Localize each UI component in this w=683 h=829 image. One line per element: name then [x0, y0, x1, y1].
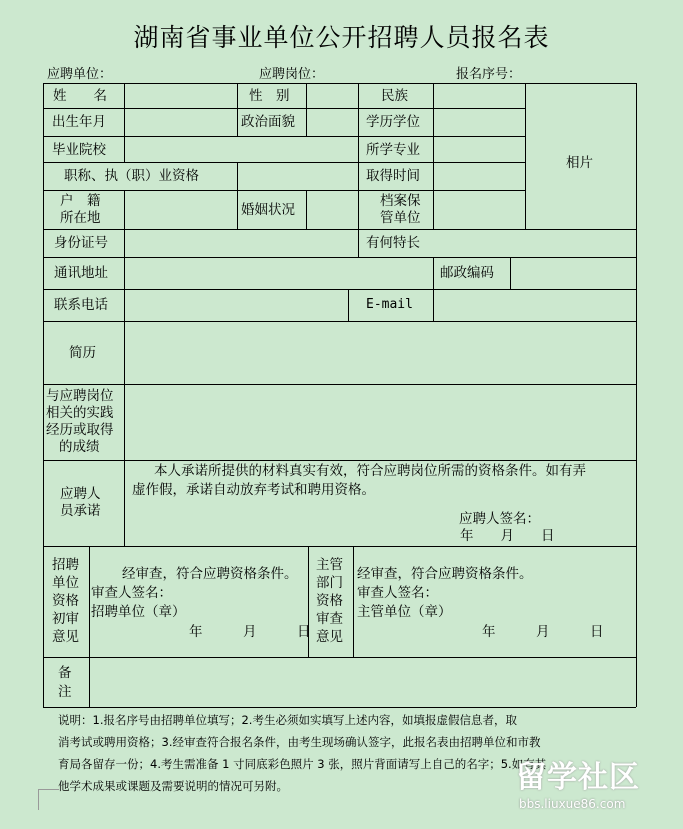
birth-label: 出生年月 [52, 114, 106, 130]
phone-label: 联系电话 [54, 297, 108, 313]
review-right-line2: 审查人签名： [357, 585, 438, 601]
promise-label-2: 员承诺 [60, 503, 101, 519]
review-right-line3: 主管单位（章） [357, 604, 452, 620]
promise-text-line1: 本人承诺所提供的材料真实有效，符合应聘岗位所需的资格条件。如有弄 [154, 463, 586, 479]
experience-label-1: 与应聘岗位 [46, 388, 114, 404]
unit-label: 应聘单位： [47, 67, 113, 82]
name-label: 姓 名 [53, 88, 107, 104]
review-right-label-2: 部门 [316, 575, 343, 591]
address-label: 通讯地址 [54, 265, 108, 281]
note-line2: 消考试或聘用资格；3.经审查符合报名条件，由考生现场确认签字，此报名表由招聘单位和市教 [58, 735, 541, 749]
review-left-label-4: 初审 [52, 611, 79, 627]
experience-label-2: 相关的实践 [46, 405, 114, 421]
archive-label-1: 档案保 [380, 193, 421, 209]
watermark-url: bbs.liuxue86.com [519, 797, 626, 811]
hukou-label-1: 户 籍 [60, 193, 101, 209]
photo-label: 相片 [566, 155, 593, 171]
review-left-label-3: 资格 [52, 593, 79, 609]
note-line1: 说明：1.报名序号由招聘单位填写；2.考生必须如实填写上述内容，如填报虚假信息者，取 [58, 713, 517, 727]
specialty-label: 有何特长 [366, 235, 420, 251]
review-left-line1: 经审查，符合应聘资格条件。 [122, 566, 298, 582]
page-corner-mark [38, 789, 59, 810]
postcode-label: 邮政编码 [440, 265, 494, 281]
note-line3: 育局各留存一份；4.考生需准备 1 寸同底彩色照片 3 张，照片背面请写上自己的名字；5.如有其 [58, 757, 547, 771]
review-left-label-2: 单位 [52, 575, 79, 591]
experience-label-3: 经历或取得 [46, 422, 114, 438]
review-right-label-3: 资格 [316, 593, 343, 609]
obtain-time-label: 取得时间 [366, 168, 420, 184]
resume-label: 简历 [69, 345, 96, 361]
hukou-label-2: 所在地 [60, 210, 101, 226]
promise-label-1: 应聘人 [60, 486, 101, 502]
email-label: E-mail [366, 297, 413, 312]
note-line4: 他学术成果或课题及需要说明的情况可另附。 [58, 779, 288, 793]
applicant-sign-label: 应聘人签名： [459, 511, 540, 527]
review-right-label-4: 审查 [316, 611, 343, 627]
post-label: 应聘岗位： [259, 67, 325, 82]
education-label: 学历学位 [366, 114, 420, 130]
major-label: 所学专业 [366, 142, 420, 158]
review-right-label-1: 主管 [316, 557, 343, 573]
review-right-line1: 经审查，符合应聘资格条件。 [357, 566, 533, 582]
review-left-line2: 审查人签名： [91, 585, 172, 601]
review-right-label-5: 意见 [316, 629, 343, 645]
gender-label: 性 别 [249, 88, 290, 104]
ethnicity-label: 民族 [381, 88, 408, 104]
review-left-label-5: 意见 [52, 629, 79, 645]
political-label: 政治面貌 [241, 114, 295, 130]
review-left-line3: 招聘单位（章） [91, 604, 186, 620]
marital-label: 婚姻状况 [241, 202, 295, 218]
serial-label: 报名序号： [456, 67, 522, 82]
remarks-label-1: 备 [58, 665, 72, 681]
review-left-label-1: 招聘 [52, 557, 79, 573]
form-title: 湖南省事业单位公开招聘人员报名表 [133, 23, 550, 52]
watermark-logo: 留学社区 [516, 760, 640, 795]
id-number-label: 身份证号 [54, 235, 108, 251]
title-qual-label: 职称、执（职）业资格 [64, 168, 199, 184]
remarks-label-2: 注 [58, 684, 72, 700]
school-label: 毕业院校 [52, 142, 106, 158]
applicant-date: 年 月 日 [460, 528, 555, 544]
promise-text-line2: 虚作假，承诺自动放弃考试和聘用资格。 [132, 482, 375, 498]
experience-label-4: 的成绩 [59, 439, 100, 455]
archive-label-2: 管单位 [380, 210, 421, 226]
review-left-date: 年 月 日 [189, 624, 311, 640]
review-right-date: 年 月 日 [482, 624, 604, 640]
